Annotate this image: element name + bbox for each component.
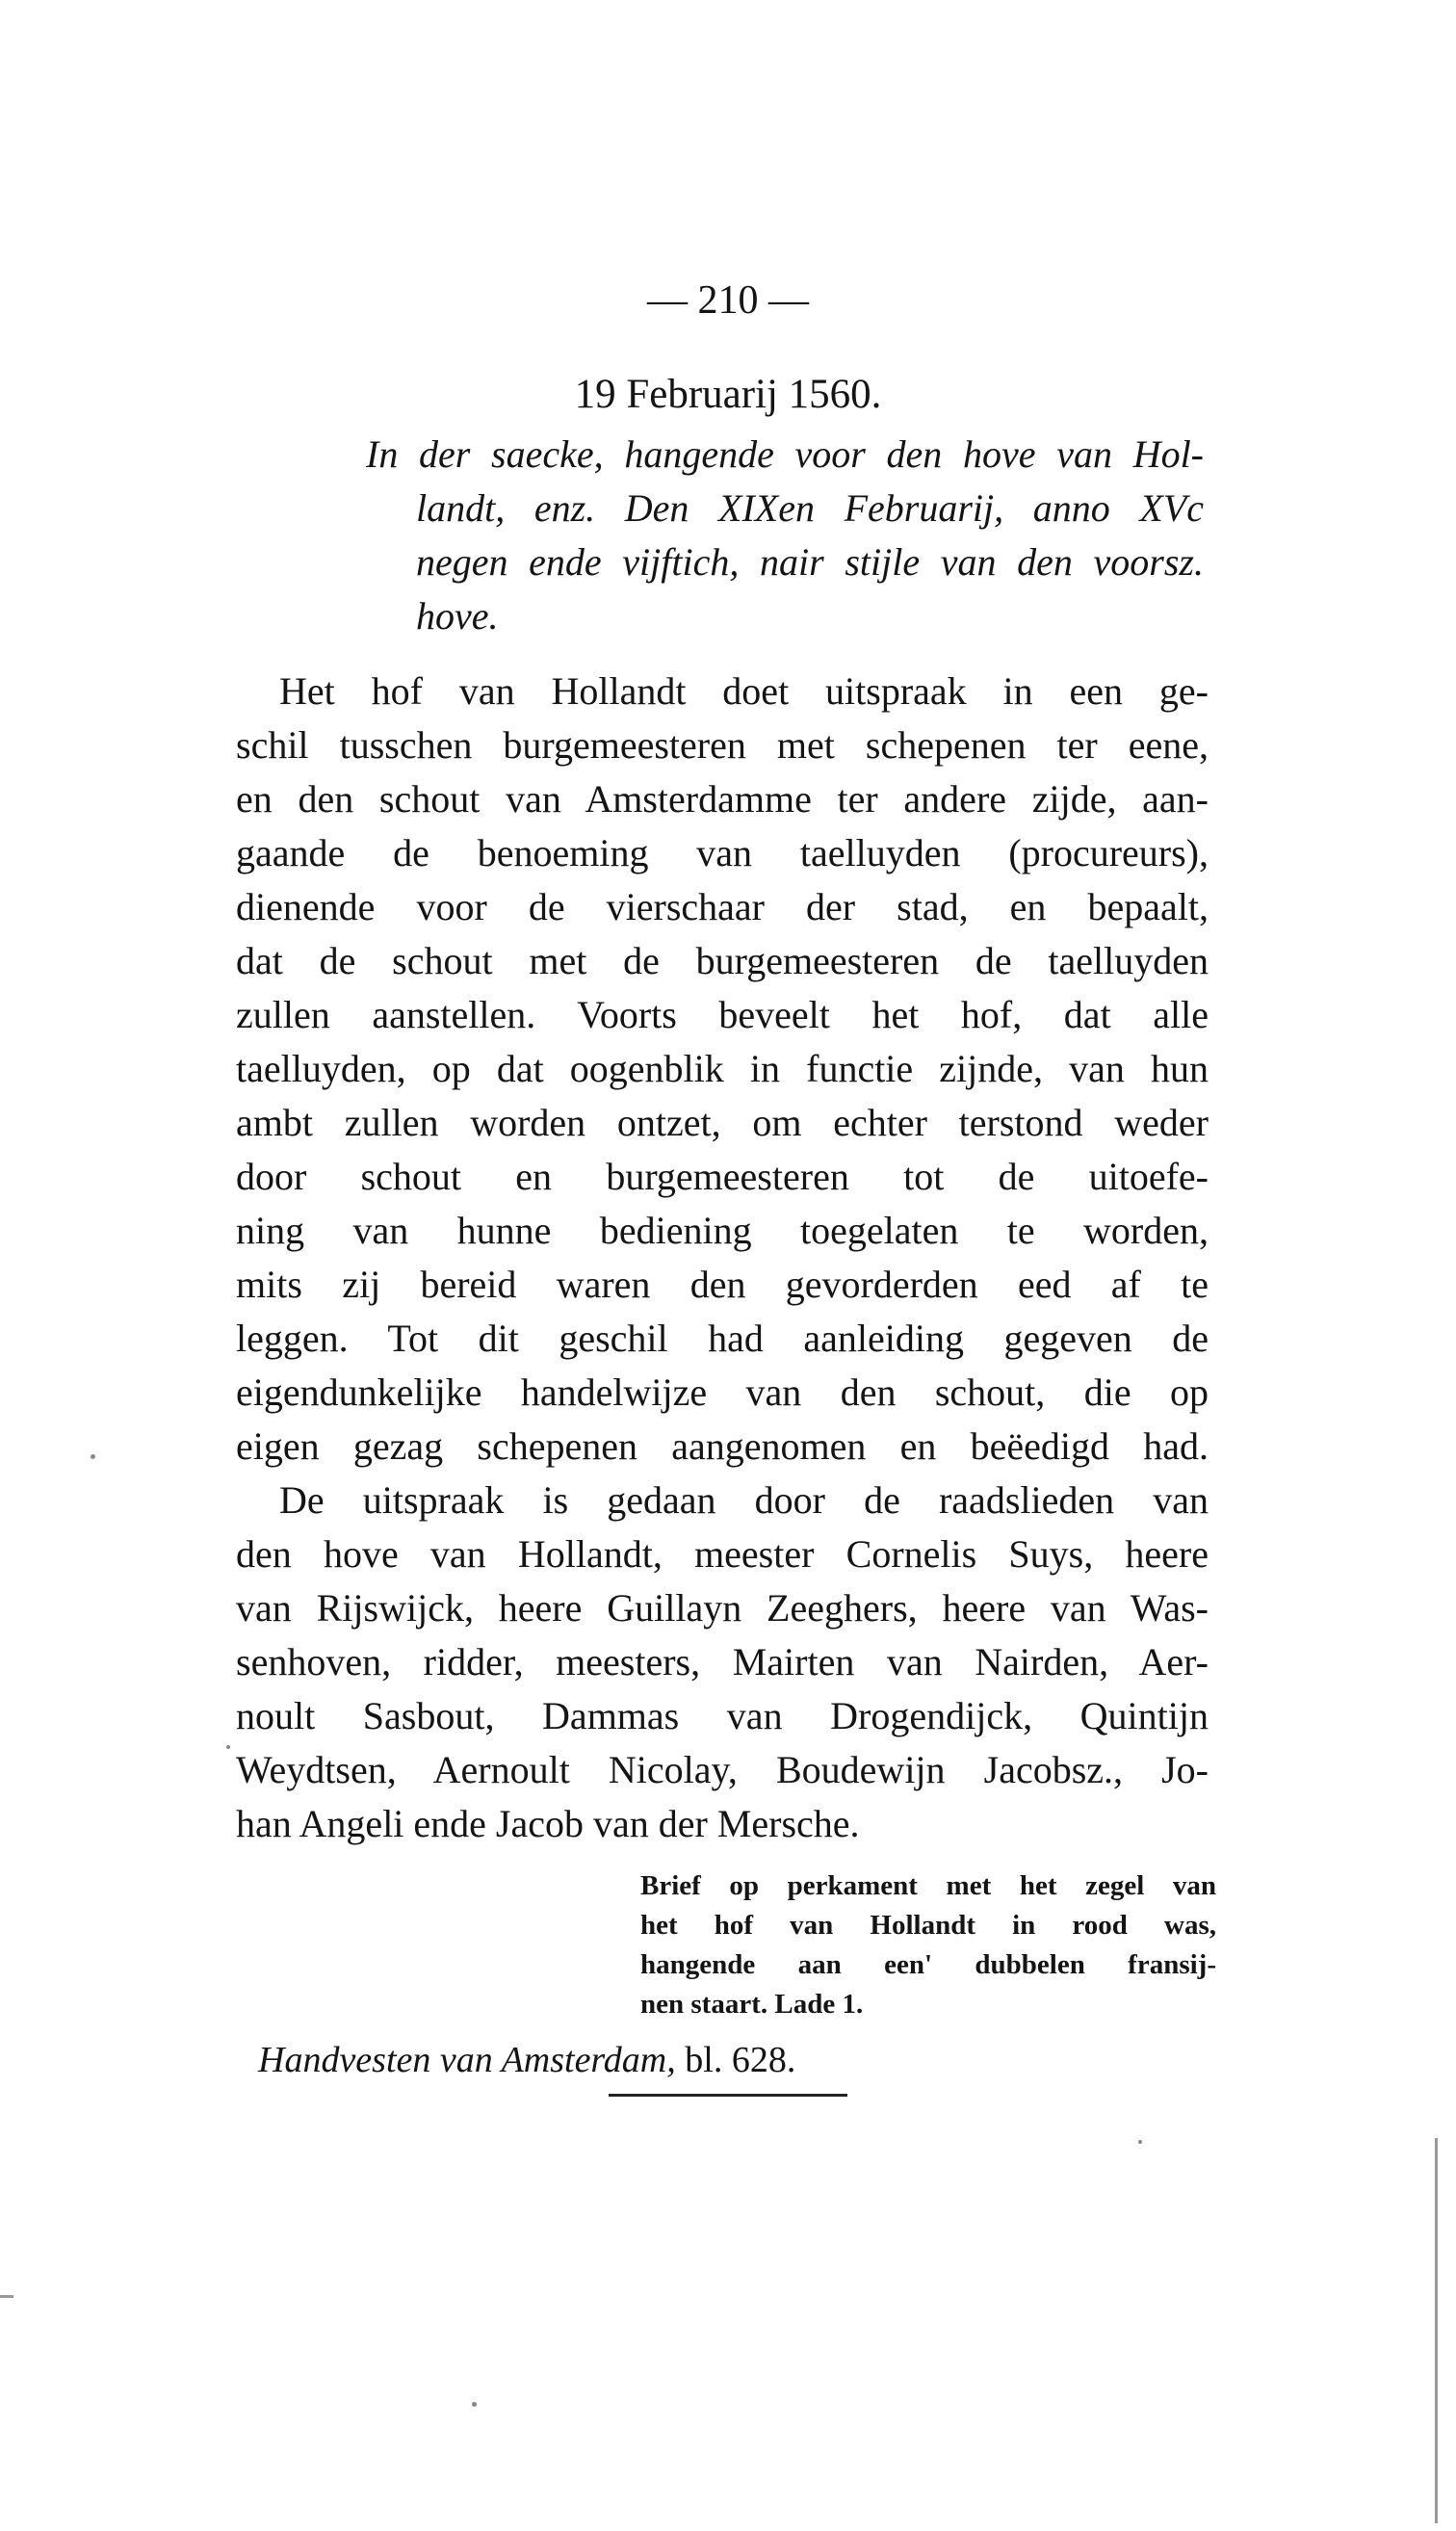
preamble-line: In der saecke, hangende voor den hove van Hol- — [366, 432, 1204, 476]
text-line: De uitspraak is gedaan door de raadslieden van — [279, 1478, 1209, 1522]
scan-speck — [472, 2402, 477, 2407]
text-line: eigendunkelijke handelwijze van den schout, die op — [236, 1370, 1209, 1414]
note-line: Brief op perkament met het zegel van — [640, 1870, 1216, 1901]
preamble-line: hove. — [416, 594, 499, 638]
text-line: gaande de benoeming van taelluyden (procureurs), — [236, 831, 1209, 874]
page-number: — 210 — — [647, 278, 809, 323]
archival-note — [640, 1866, 1216, 2024]
note-line: het hof van Hollandt in rood was, — [640, 1910, 1216, 1941]
paragraph-1 — [236, 665, 1209, 1474]
text-line: leggen. Tot dit geschil had aanleiding gegeven de — [236, 1317, 1209, 1360]
scan-speck — [226, 1745, 230, 1749]
note-line: nen staart. Lade 1. — [640, 1989, 864, 2020]
text-line: van Rijswijck, heere Guillayn Zeeghers, heere van Was- — [236, 1586, 1209, 1630]
text-line: schil tusschen burgemeesteren met schepenen ter eene, — [236, 723, 1209, 767]
text-line: ning van hunne bediening toegelaten te worden, — [236, 1209, 1209, 1252]
text-line: zullen aanstellen. Voorts beveelt het hof, dat alle — [236, 993, 1209, 1036]
preamble — [366, 428, 1204, 643]
date-heading: 19 Februarij 1560. — [574, 372, 882, 417]
source-title: Handvesten van Amsterdam, — [258, 2040, 676, 2080]
paragraph-2 — [236, 1474, 1209, 1851]
preamble-line: negen ende vijftich, nair stijle van den voorsz. — [416, 540, 1204, 584]
text-line: dienende voor de vierschaar der stad, en bepaalt, — [236, 885, 1209, 928]
scan-edge — [0, 2295, 13, 2298]
text-line: mits zij bereid waren den gevorderden eed af te — [236, 1263, 1209, 1306]
text-line: senhoven, ridder, meesters, Mairten van Nairden, Aer- — [236, 1640, 1209, 1683]
text-line: den hove van Hollandt, meester Cornelis Suys, heere — [236, 1532, 1209, 1576]
text-line: Het hof van Hollandt doet uitspraak in een ge- — [279, 669, 1209, 713]
scan-edge — [1435, 2138, 1438, 2523]
text-line: noult Sasbout, Dammas van Drogendijck, Quintijn — [236, 1694, 1209, 1737]
text-line: dat de schout met de burgemeesteren de taelluyden — [236, 939, 1209, 982]
body-text — [236, 665, 1209, 1851]
text-line: Weydtsen, Aernoult Nicolay, Boudewijn Jacobsz., Jo- — [236, 1748, 1209, 1791]
scan-speck — [91, 1454, 95, 1459]
text-line: taelluyden, op dat oogenblik in functie zijnde, van hun — [236, 1047, 1209, 1090]
text-line: en den schout van Amsterdamme ter andere zijde, aan- — [236, 777, 1209, 821]
text-line: han Angeli ende Jacob van der Mersche. — [236, 1802, 860, 1845]
note-line: hangende aan een' dubbelen fransij- — [640, 1949, 1216, 1980]
closing-rule — [609, 2094, 847, 2097]
text-line: ambt zullen worden ontzet, om echter terstond weder — [236, 1101, 1209, 1144]
source-citation — [258, 2037, 1028, 2083]
text-line: door schout en burgemeesteren tot de uitoefe- — [236, 1155, 1209, 1198]
source-page: bl. 628. — [685, 2040, 796, 2080]
scan-speck — [1138, 2140, 1142, 2144]
preamble-line: landt, enz. Den XIXen Februarij, anno XVc — [416, 486, 1204, 530]
text-line: eigen gezag schepenen aangenomen en beëedigd had. — [236, 1424, 1209, 1468]
